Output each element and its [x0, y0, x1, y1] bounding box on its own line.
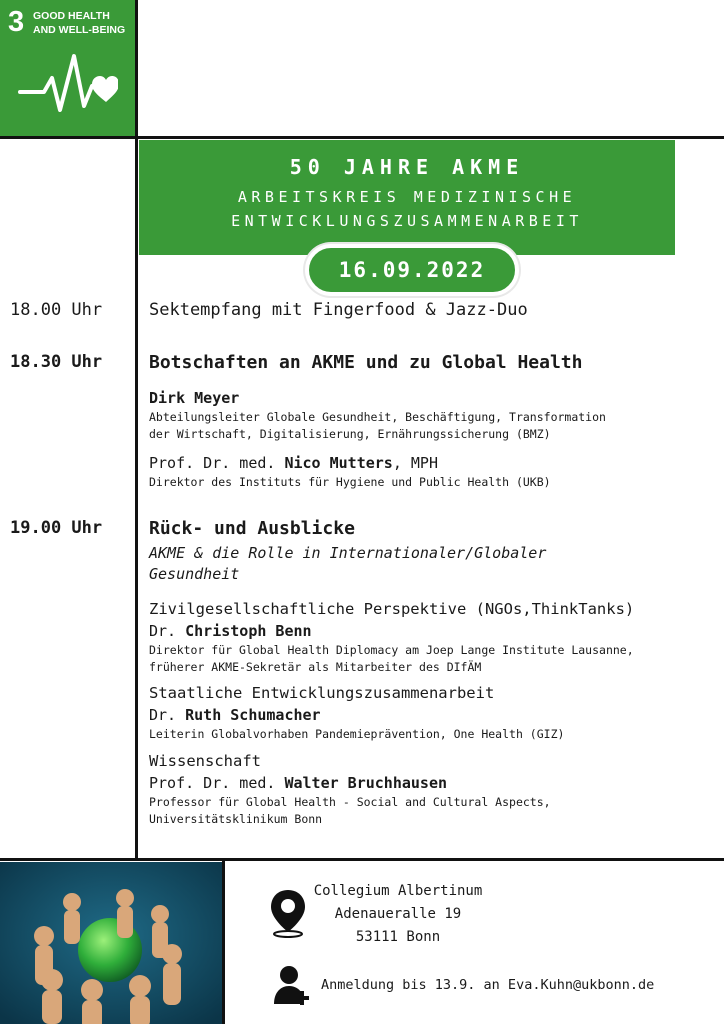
- header-banner: [139, 140, 675, 255]
- vertical-divider: [135, 0, 138, 860]
- address-line2: Adenaueralle 19: [334, 906, 462, 922]
- speaker-name: Christoph Benn: [185, 622, 312, 640]
- speaker-christoph-benn-desc1: Direktor für Global Health Diplomacy am Joep Lange Institute Lausanne,: [149, 643, 634, 657]
- speaker-name: Nico Mutters: [284, 454, 393, 472]
- footer-divider: [0, 858, 724, 861]
- footer-vertical-divider: [222, 860, 225, 1024]
- banner-subtitle-line2: ENTWICKLUNGSZUSAMMENARBEIT: [231, 212, 583, 230]
- sdg-goal-tile: [0, 0, 136, 136]
- category-zivilgesellschaft: Zivilgesellschaftliche Perspektive (NGOs,ThinkTanks): [149, 600, 635, 618]
- category-staatlich: Staatliche Entwicklungszusammenarbeit: [149, 684, 495, 702]
- time-1900: 19.00 Uhr: [10, 518, 103, 538]
- speaker-christoph-benn-desc2: früherer AKME-Sekretär als Mitarbeiter des DIfÄM: [149, 660, 482, 674]
- address-line1: Collegium Albertinum: [313, 883, 483, 899]
- sdg-label-line2: AND WELL-BEING: [33, 24, 126, 37]
- venue-address: [298, 880, 498, 949]
- ausblicke-subtitle-line1: AKME & die Rolle in Internationaler/Globaler: [149, 544, 547, 562]
- speaker-title: Dr.: [149, 622, 186, 640]
- speaker-ruth-schumacher-desc: Leiterin Globalvorhaben Pandemieprävention, One Health (GIZ): [149, 727, 565, 741]
- time-1800: 18.00 Uhr: [10, 300, 103, 320]
- sdg-label: [33, 9, 133, 37]
- sdg-number: 3: [8, 6, 25, 38]
- speaker-name: Ruth Schumacher: [185, 706, 321, 724]
- speaker-walter-bruchhausen: [149, 774, 447, 792]
- speaker-nico-mutters-desc: Direktor des Instituts für Hygiene und Public Health (UKB): [149, 475, 551, 489]
- speaker-ruth-schumacher: [149, 706, 321, 724]
- speaker-title: Prof. Dr. med.: [149, 774, 285, 792]
- speaker-walter-bruchhausen-desc2: Universitätsklinikum Bonn: [149, 812, 323, 826]
- speaker-christoph-benn: [149, 622, 312, 640]
- speaker-name: Walter Bruchhausen: [284, 774, 448, 792]
- speaker-dirk-meyer: Dirk Meyer: [149, 389, 240, 407]
- time-1830: 18.30 Uhr: [10, 352, 103, 372]
- speaker-nico-mutters: [149, 454, 438, 472]
- banner-title: 50 JAHRE AKME: [289, 155, 525, 179]
- sektempfang-title: Sektempfang mit Fingerfood & Jazz-Duo: [149, 300, 528, 320]
- ausblicke-heading: Rück- und Ausblicke: [149, 518, 355, 539]
- ausblicke-subtitle-line2: Gesundheit: [149, 565, 240, 583]
- category-wissenschaft: Wissenschaft: [149, 752, 261, 770]
- speaker-walter-bruchhausen-desc1: Professor für Global Health - Social and Cultural Aspects,: [149, 795, 551, 809]
- registration-info: Anmeldung bis 13.9. an Eva.Kuhn@ukbonn.de: [321, 977, 655, 993]
- speaker-title: Prof. Dr. med.: [149, 454, 285, 472]
- add-user-icon: [272, 964, 312, 1006]
- botschaften-heading: Botschaften an AKME und zu Global Health: [149, 352, 583, 373]
- speaker-title: Dr.: [149, 706, 186, 724]
- people-around-globe-photo: [0, 862, 222, 1024]
- heartbeat-heart-icon: [18, 50, 118, 120]
- speaker-suffix: , MPH: [392, 454, 438, 472]
- top-divider: [0, 136, 724, 139]
- speaker-dirk-meyer-desc2: der Wirtschaft, Digitalisierung, Ernährungssicherung (BMZ): [149, 427, 551, 441]
- banner-subtitle-line1: ARBEITSKREIS MEDIZINISCHE: [237, 188, 577, 206]
- address-line3: 53111 Bonn: [355, 929, 441, 945]
- sdg-label-line1: GOOD HEALTH: [33, 10, 110, 22]
- event-date: 16.09.2022: [305, 244, 519, 296]
- speaker-dirk-meyer-desc1: Abteilungsleiter Globale Gesundheit, Beschäftigung, Transformation: [149, 410, 606, 424]
